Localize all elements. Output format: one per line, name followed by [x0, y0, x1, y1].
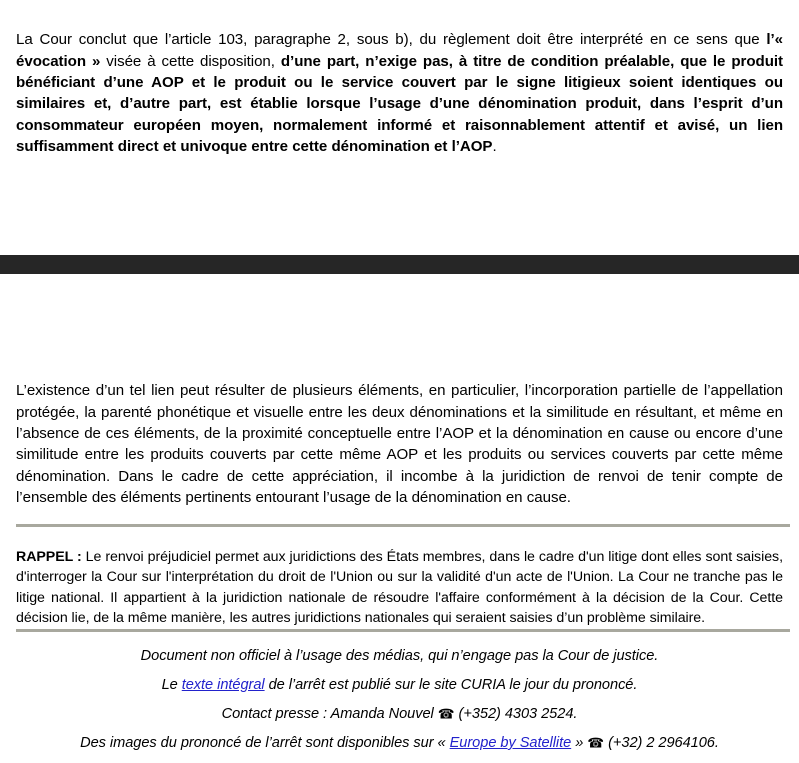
ruling-text-segment-1: La Cour conclut que l’article 103, paragraphe 2, sous b), du règlement doit être interprété en ce sens que — [16, 31, 767, 49]
full-text-suffix: de l’arrêt est publié sur le site CURIA le jour du prononcé. — [264, 677, 638, 693]
video-line-phone: (+32) 2 2964106. — [604, 735, 719, 751]
ruling-text-segment-3: visée à cette disposition, — [100, 52, 281, 70]
ruling-text-segment-5: . — [492, 138, 497, 156]
press-contact-prefix: Contact presse : Amanda Nouvel — [221, 706, 438, 722]
ruling-text-segment-4: d’une part, n’exige pas, à titre de condition préalable, que le produit bénéficiant d’une AOP et le produit ou le service couvert par le signe litigieux soient identiques ou similaires et, d’autre part, est établie lorsque l’usage d’une dénomination produit, dans l’esprit d’un consommateur européen moyen, normalement informé et raisonnablement attentif et avisé, un lien suffisamment direct et univoque entre cette dénomination et l’AOP — [16, 52, 783, 156]
rappel-label: RAPPEL : — [16, 549, 82, 566]
texte-integral-link[interactable]: texte intégral — [181, 677, 265, 693]
rappel-paragraph — [16, 547, 783, 628]
footer-full-text-line — [0, 676, 799, 695]
rappel-bottom-divider — [16, 629, 790, 632]
footer-video-line — [0, 734, 799, 753]
ruling-text-segment-2: l’« évocation » — [16, 31, 783, 70]
ruling-paragraph — [16, 29, 783, 157]
video-line-middle: » — [571, 735, 588, 751]
footer-disclaimer: Document non officiel à l’usage des médias, qui n’engage pas la Cour de justice. — [140, 648, 659, 664]
phone-icon: ☎ — [437, 706, 455, 723]
rappel-top-divider — [16, 524, 790, 527]
press-contact-phone: (+352) 4303 2524. — [454, 706, 578, 722]
video-line-prefix: Des images du prononcé de l’arrêt sont disponibles sur « — [80, 735, 450, 751]
europe-by-satellite-link[interactable]: Europe by Satellite — [449, 735, 572, 751]
dark-separator-band — [0, 255, 799, 274]
elements-paragraph: L’existence d’un tel lien peut résulter de plusieurs éléments, en particulier, l’incorporation partielle de l’appellation protégée, la parenté phonétique et visuelle entre les deux dénominations et la similitude en résultant, et même en l’absence de ces éléments, de la proximité conceptuelle entre l’AOP et la dénomination en cause ou encore d’une similitude entre les produits couverts par cette même AOP et les produits ou services couverts par cette même dénomination. Dans le cadre de cette appréciation, il incombe à la juridiction de renvoi de tenir compte de l’ensemble des éléments pertinents entourant l’usage de la dénomination en cause. — [16, 382, 783, 507]
rappel-body-text: Le renvoi préjudiciel permet aux juridictions des États membres, dans le cadre d'un litige dont elles sont saisies, d'interroger la Cour sur l'interprétation du droit de l'Union ou sur la validité d'un acte de l'Union. La Cour ne tranche pas le litige national. Il appartient à la juridiction nationale de résoudre l'affaire conformément à la décision de la Cour. Cette décision lie, de la même manière, les autres juridictions nationales qui seraient saisies d’un problème similaire. — [16, 549, 783, 626]
full-text-prefix: Le — [161, 677, 182, 693]
phone-icon: ☎ — [587, 735, 605, 752]
footer-press-contact-line — [0, 705, 799, 724]
